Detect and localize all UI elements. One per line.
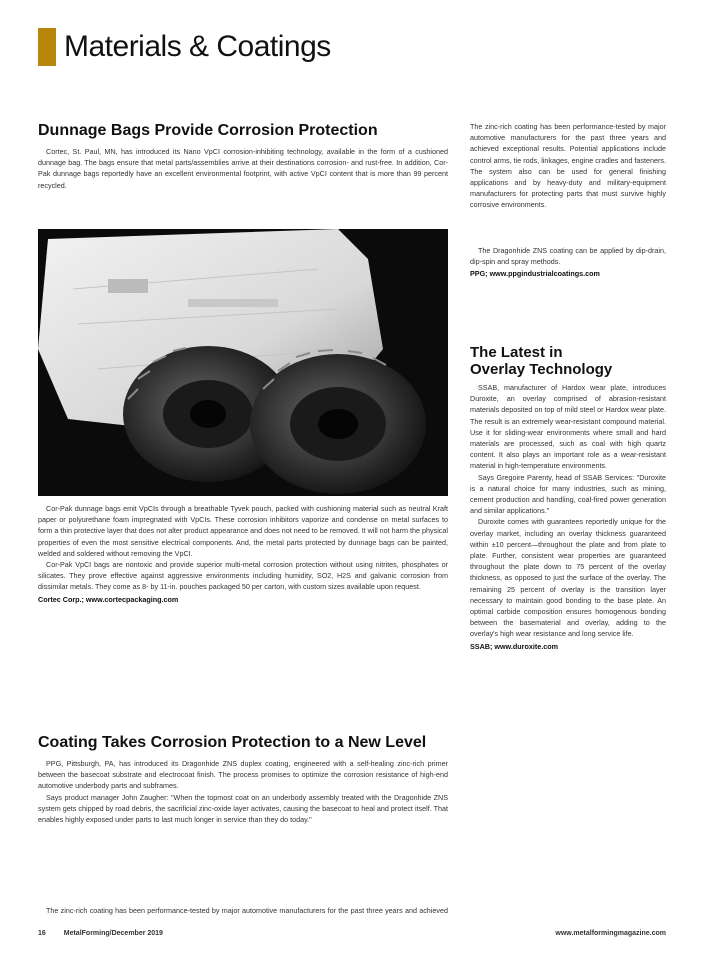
article-paragraph: Cor-Pak VpCI bags are nontoxic and provide superior multi-metal corrosion protection without using nitrites, phosphates or silicates. They prove effective against aggressive environments including humidity, SO2, H2S and galvanic corrosion from dissimilar metals. They come as 8- by 11-in. pouches packaged 50 per carton, with custom sizes available upon request. [38, 560, 448, 592]
article-title: Dunnage Bags Provide Corrosion Protection [38, 122, 378, 139]
article-coating-end [470, 245, 666, 279]
article-paragraph: Duroxite comes with guarantees reportedly unique for the overlay market, including an overlay thickness guaranteed within ±10 percent—throughout the plate and from plate to plate. Further, consistent wear properties are guaranteed throughout the plate down to 75 percent of the overlay thickness, as opposed to just the surface of the overlay. The remaining 25 percent of overlay is the transition layer necessary to maintain good bonding to the base plate. An optimal carbide composition ensures homogenous bonding between the basematerial and overlay, adding to the overlay's high wear resistance and long service life. [470, 517, 666, 639]
section-header [38, 28, 331, 66]
footer-left [38, 930, 179, 937]
article-paragraph: Says Gregoire Parenty, head of SSAB Services: "Duroxite is a natural choice for many industries, such as mining, cement production and handling, coal-fired power generation and similar applications." [470, 472, 666, 516]
company-credit: SSAB; www.duroxite.com [470, 641, 558, 651]
article-paragraph: Says product manager John Zaugher: "When the topmost coat on an underbody assembly treated with the Dragonhide ZNS system gets chipped by road debris, the sacrificial zinc-oxide layer activates, causing the basecoat to heal and protect itself. That enables highly exposed under parts to last much longer in service than they do today." [38, 792, 448, 825]
page-number: 16 [38, 930, 46, 937]
article-coating [38, 733, 448, 825]
company-credit: Cortec Corp.; www.cortecpackaging.com [38, 594, 179, 604]
article-paragraph: Cor-Pak dunnage bags emit VpCIs through a breathable Tyvek pouch, packed with cushioning material such as neutral Kraft paper or polyurethane foam impregnated with VpCIs. These corrosion inhibitors vaporize and condense on metal surfaces to form a thin protective layer that does not alter product appearance and does not need to be removed. It will not harm the physical properties of even the most sensitive electrical components. And, the metal parts protected by dunnage bags can be painted, welded and soldered without removing the VpCI. [38, 504, 448, 558]
article-paragraph: Cortec, St. Paul, MN, has introduced its Nano VpCI corrosion-inhibiting technology, available in the form of a cushioned dunnage bag. The bags ensure that metal parts/assemblies arrive at their destinations corrosion- and rust-free. In addition, Cor-Pak dunnage bags reportedly have an excellent environmental footprint, with active VpCI content that is more than 99 percent recycled. [38, 147, 448, 190]
company-credit: PPG; www.ppgindustrialcoatings.com [470, 269, 600, 279]
gears-and-bag-illustration [38, 229, 448, 496]
section-title: Materials & Coatings [64, 30, 331, 63]
article-overlay [470, 344, 666, 652]
article-paragraph: The zinc-rich coating has been performance-tested by major automotive manufacturers for the past three years and achieved exceptional results. Potential applications include control arms, tie rods, linkages, engine cradles and fasteners. The system also can be used for general finishing applications and by heavy-duty and military-equipment manufacturers for protecting parts that must survive highly corrosive environments. [470, 122, 666, 210]
article-paragraph: The Dragonhide ZNS coating can be applied by dip-drain, dip-spin and spray methods. [470, 246, 666, 267]
article-paragraph: PPG, Pittsburgh, PA, has introduced its Dragonhide ZNS duplex coating, engineered with a self-healing zinc-rich primer between the basecoat substrate and electrocoat finish. The process promises to optimize the corrosion resistance of high-end automotive underbody parts and subframes. [38, 759, 448, 791]
article-paragraph: SSAB, manufacturer of Hardox wear plate, introduces Duroxite, an overlay comprised of abrasion-resistant materials deposited on top of mild steel or Hardox wear plate. The result is an extremely wear-resistant compound material. Use it for sliding-wear environments where small and hard materials are processed, such as coal with high quartz content. It also plays an important role as a wear-resistant material in high-temperature environments. [470, 383, 666, 471]
page-footer [38, 930, 666, 940]
article-dunnage-continued [38, 503, 448, 605]
article-paragraph: The zinc-rich coating has been performance-tested by major automotive manufacturers for the past three years and achieved [46, 906, 448, 915]
article-title: Coating Takes Corrosion Protection to a New Level [38, 734, 427, 751]
dunnage-bag-photo [38, 229, 448, 496]
article-title-line: Overlay Technology [470, 361, 613, 378]
article-title-line: The Latest in [470, 344, 563, 361]
article-coating-overflow [38, 905, 448, 916]
issue-label: MetalForming/December 2019 [63, 930, 163, 937]
footer-website[interactable]: www.metalformingmagazine.com [555, 930, 666, 937]
section-accent-bar [38, 28, 56, 66]
article-dunnage [38, 121, 448, 191]
article-coating-continued [470, 121, 666, 217]
